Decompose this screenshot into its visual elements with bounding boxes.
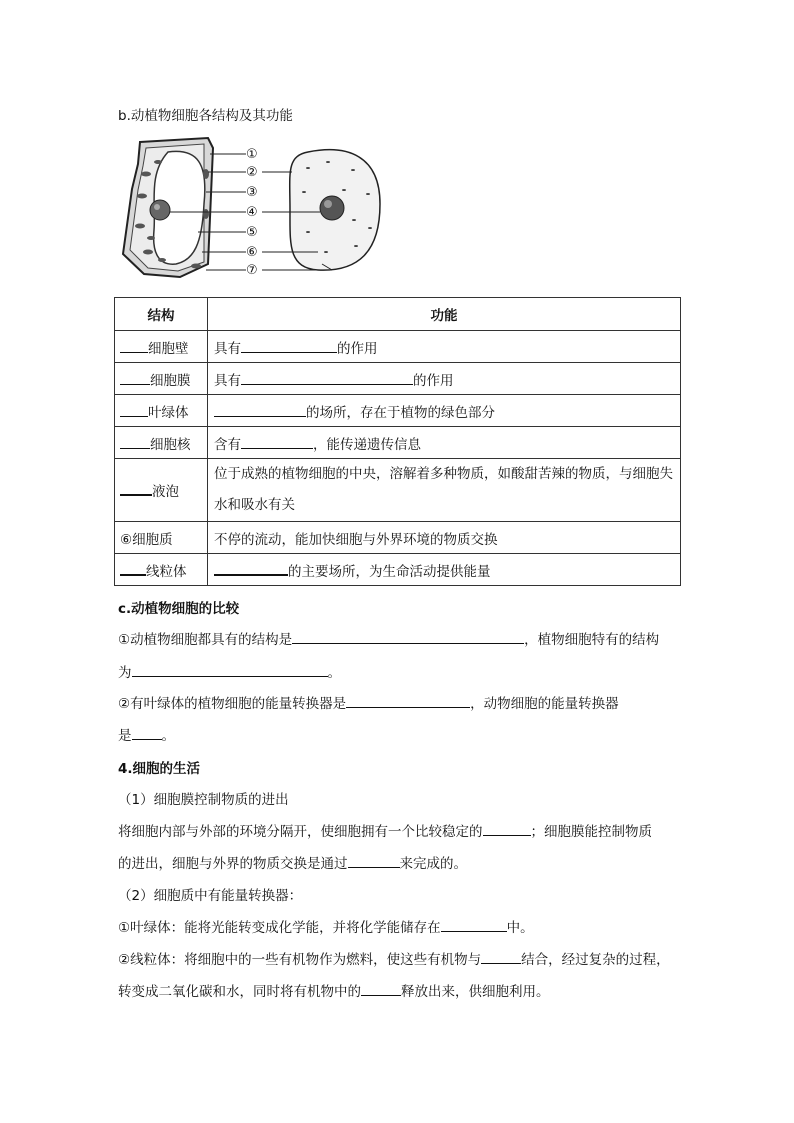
answer-blank[interactable] — [120, 402, 148, 417]
label-7: ⑦ — [246, 263, 258, 278]
section-4-p2: 的进出，细胞与外界的物质交换是通过 来完成的。 — [118, 852, 467, 872]
answer-blank[interactable] — [120, 434, 150, 449]
answer-blank[interactable] — [483, 821, 531, 836]
label-1: ① — [246, 147, 258, 162]
table-row: 液泡 位于成熟的植物细胞的中央，溶解着多种物质，如酸甜苦辣的物质，与细胞失水和吸水有关 — [115, 459, 681, 522]
answer-blank[interactable] — [120, 560, 146, 576]
table-row: 细胞核 含有 ，能传递遗传信息 — [115, 427, 681, 459]
answer-blank[interactable] — [214, 560, 288, 576]
label-2: ② — [246, 165, 258, 180]
answer-blank[interactable] — [292, 629, 524, 644]
answer-blank[interactable] — [120, 480, 152, 496]
section-4-sub2: （2）细胞质中有能量转换器： — [118, 888, 303, 904]
label-4: ④ — [246, 205, 258, 220]
section-c-line4: 是 。 — [118, 724, 175, 744]
cell-diagram — [118, 134, 388, 284]
section-4-p4: ②线粒体：将细胞中的一些有机物作为燃料，使这些有机物与 结合，经过复杂的过程， — [118, 948, 670, 968]
animal-nucleus — [320, 196, 344, 220]
table-row: 细胞壁 具有 的作用 — [115, 331, 681, 363]
table-row: ⑥细胞质 不停的流动，能加快细胞与外界环境的物质交换 — [115, 522, 681, 554]
structure-function-table — [114, 297, 681, 586]
answer-blank[interactable] — [241, 434, 313, 449]
section-4-p1: 将细胞内部与外部的环境分隔开，使细胞拥有一个比较稳定的 ；细胞膜能控制物质 — [118, 820, 652, 840]
section-c-title: c.动植物细胞的比较 — [118, 601, 240, 617]
section-4-p5: 转变成二氧化碳和水，同时将有机物中的 释放出来，供细胞利用。 — [118, 980, 550, 1000]
label-6: ⑥ — [246, 245, 258, 260]
answer-blank[interactable] — [361, 981, 401, 996]
table-row: 线粒体 的主要场所，为生命活动提供能量 — [115, 554, 681, 586]
answer-blank[interactable] — [481, 949, 521, 964]
section-4-p3: ①叶绿体：能将光能转变成化学能，并将化学能储存在 中。 — [118, 916, 534, 936]
answer-blank[interactable] — [120, 338, 148, 353]
section-4-sub1: （1）细胞膜控制物质的进出 — [118, 792, 289, 808]
answer-blank[interactable] — [348, 853, 400, 868]
label-3: ③ — [246, 185, 258, 200]
table-row: 细胞膜 具有 的作用 — [115, 363, 681, 395]
header-structure: 结构 — [115, 298, 208, 331]
answer-blank[interactable] — [132, 725, 162, 740]
header-function: 功能 — [208, 298, 681, 331]
table-header-row — [115, 298, 681, 331]
plant-nucleus — [150, 200, 170, 220]
section-b-title: b.动植物细胞各结构及其功能 — [118, 108, 293, 124]
answer-blank[interactable] — [241, 338, 337, 353]
answer-blank[interactable] — [346, 693, 470, 708]
label-5: ⑤ — [246, 225, 258, 240]
section-c-line1: ①动植物细胞都具有的结构是 ，植物细胞特有的结构 — [118, 628, 659, 648]
answer-blank[interactable] — [241, 370, 413, 385]
table-row: 叶绿体 的场所，存在于植物的绿色部分 — [115, 395, 681, 427]
answer-blank[interactable] — [214, 402, 306, 417]
answer-blank[interactable] — [120, 370, 150, 385]
section-c-line2: 为 。 — [118, 661, 341, 681]
section-4-title: 4.细胞的生活 — [118, 761, 201, 777]
answer-blank[interactable] — [132, 662, 328, 677]
section-c-line3: ②有叶绿体的植物细胞的能量转换器是 ，动物细胞的能量转换器 — [118, 692, 619, 712]
answer-blank[interactable] — [441, 917, 507, 932]
